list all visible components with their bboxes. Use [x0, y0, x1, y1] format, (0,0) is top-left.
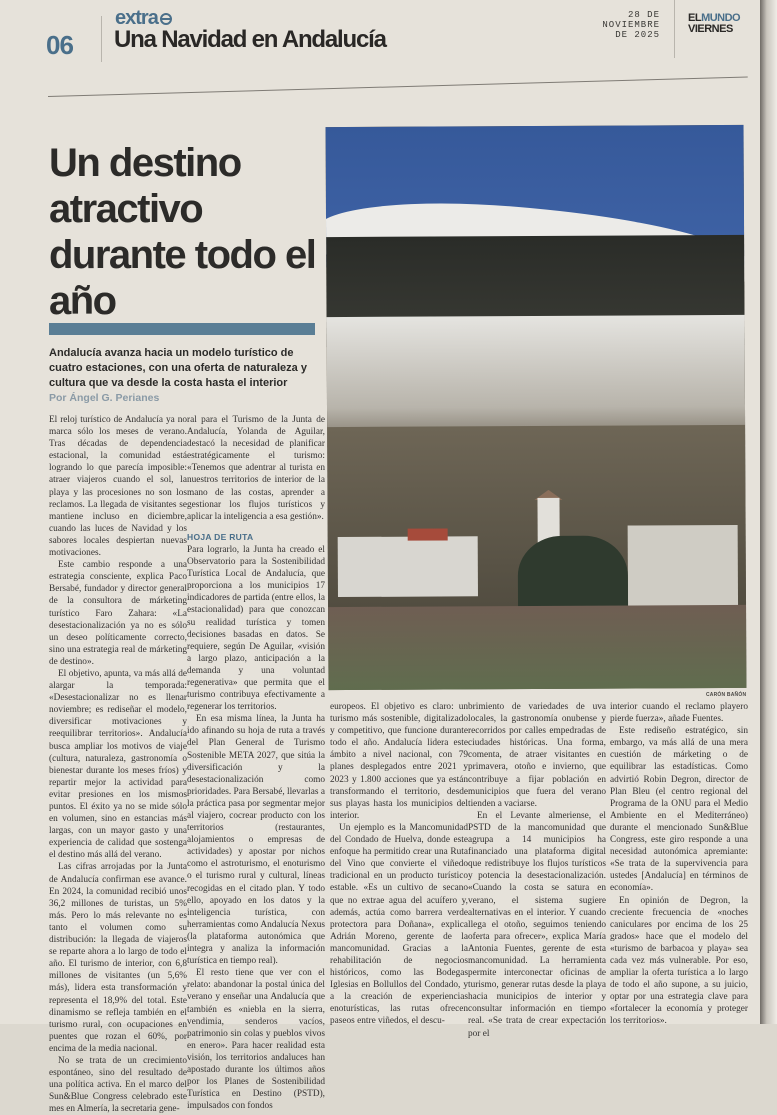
paragraph: Este cambio responde a una estrategia consciente, explica Paco Bersabé, fundador y director general de la consultora de márketing turístico Faro Zahara: «La desestacionalización ya no es sólo un deseo políticamente correcto, sino una estrategia real de márketing de destino». — [49, 560, 187, 667]
paragraph: Este rediseño estratégico, sin embargo, va más allá de una mera cuestión de márketing o de equilibrar las estadísticas. Como advirtió Robin Degron, director de Plan Bleu (el centro regional del Programa de la ONU para el Medio Ambiente en el Mediterráneo) durante el mencionado Sun&Blue Congress, este giro responde a una necesidad autonómica apremiante: «Se trata de la supervivencia para ustedes [Andalucía] en términos de economía». — [610, 726, 748, 894]
date-line-3: DE 2025 — [615, 30, 660, 40]
brand-el: EL — [688, 12, 702, 24]
paragraph: interior cuando el reclamo playero pierde fuerza», añade Fuentes. — [610, 702, 748, 725]
page-gutter — [760, 0, 777, 1024]
paragraph: El resto tiene que ver con el relato: abandonar la postal única del verano y enseñar una Andalucía que también es «niebla en la sierra, vendimia, senderos vacíos, patrimonio sin colas y pueblos vivos en enero». Para hacer realidad esta visión, los territorios andaluces han apostado durante los últimos años por los Planes de Sostenibilidad Turística en Destino (PSTD), impulsados con fondos — [187, 968, 325, 1112]
date-line-1: 28 DE — [627, 10, 660, 20]
paragraph: En el Levante almeriense, el PSTD de la mancomunidad que agrupa a 14 municipios ha financiado una plataforma digital que redistribuye los flujos turísticos y potencia la desestacionalización. «Cuando la costa se satura en verano, el sistema sugiere alternativas en el interior. Y cuando llega el otoño, seguimos teniendo oferta para ofrecer», explica María Antonia Fuentes, gerente de esta mancomunidad. La herramienta permite interconectar oficinas de turismo, generar rutas desde la playa hacia municipios de interior y consultar información en tiempo real. «Se trata de crear expectación por el — [468, 810, 606, 1039]
article-photo — [326, 125, 747, 690]
paragraph: En opinión de Degron, la creciente frecuencia de «noches caniculares por encima de los 25 grados» hace que el modelo del «turismo de barbacoa y playa» sea cada vez más vulnerable. Por eso, ampliar la oferta turística a lo largo de todo el año supone, a su juicio, optar por una estrategia clave para «fortalecer la economía y proteger los territorios». — [610, 895, 748, 1027]
text-column-2 — [187, 414, 325, 1112]
paragraph: Un ejemplo es la Mancomunidad del Condado de Huelva, donde este enfoque ha permitido crear una Ruta del Vino que convierte el viñedo tradicional en un producto turístico estable. «Es un cultivo de secano que no extrae agua del acuífero y, además, actúa como barrera verde protectora para Doñana», explica Adrián Moreno, gerente de la mancomunidad. Gracias a la rehabilitación de negocios históricos, como las Bodegas Iglesias en Bollullos del Condado, y a la creación de experiencias enoturísticas, las rutas ofrecen paseos entre viñedos, el descu- — [330, 822, 468, 1027]
masthead-logo — [688, 13, 740, 35]
globe-icon — [160, 13, 172, 25]
article-headline: Un destino atractivo durante todo el año — [49, 141, 316, 323]
photo-village-left — [338, 536, 478, 597]
brand-day: VIERNES — [688, 23, 733, 35]
issue-date — [590, 10, 660, 40]
page-header — [0, 0, 760, 62]
paragraph: El objetivo, apunta, va más allá de alargar la temporada: «Desestacionalizar no es llenar noviembre; es rediseñar el modelo, diversificar motivaciones y reequilibrar territorios». Andalucía busca ampliar los motivos de viaje (cultura, naturaleza, gastronomía o bienestar durante los meses fríos) y repartir mejor la actividad para evitar presiones en los mismos puntos. El éxito ya no se mide sólo en volumen, sino en estancias más largas, con un mayor gasto y una experiencia de calidad que sostenga el destino más allá del verano. — [49, 668, 187, 861]
photo-credit: CARÓN BAÑÓN — [706, 692, 747, 698]
photo-red-roof — [408, 528, 448, 540]
paragraph: En esa misma línea, la Junta ha ido afinando su hoja de ruta a través del Plan General de Turismo Sostenible META 2027, que sitúa la diversificación y la desestacionalización como prioridades. Para Bersabé, llevarlas a la práctica pasa por segmentar mejor al viajero, cocrear producto con los territorios (restaurantes, alojamientos o empresas de actividades) y apostar por nichos como el astroturismo, el enoturismo o el turismo rural y cultural, líneas recogidas en el citado plan. Y todo ello, apoyado en los datos y la inteligencia turística, con herramientas como Andalucía Nexus (la plataforma autonómica que integra y analiza la información turística en tiempo real). — [187, 714, 325, 967]
text-column-5 — [610, 701, 748, 1028]
paragraph: No se trata de un crecimiento espontáneo, sino del resultado de una política activa. En el marco del Sun&Blue Congress celebrado este mes en Almería, la secretaria gene- — [49, 1055, 187, 1115]
text-column-4 — [468, 701, 606, 1040]
supplement-name: extra — [115, 7, 158, 29]
header-divider-right — [674, 0, 675, 58]
text-column-1 — [49, 414, 187, 1115]
brand-mundo: MUNDO — [701, 12, 741, 24]
date-line-2: NOVIEMBRE — [602, 20, 660, 30]
section-title: Una Navidad en Andalucía — [114, 26, 386, 53]
accent-bar — [49, 323, 315, 335]
text-column-3 — [330, 701, 468, 1028]
paragraph: ral para el Turismo de la Junta de Andalucía, Yolanda de Aguilar, destacó la necesidad de planificar estratégicamente el turismo: «Tenemos que adentrar al turista en nuestros territorios de interior de la mano de las costas, aprender a gestionar los flujos turísticos y aplicar la inteligencia a esa gestión». — [187, 415, 325, 522]
paragraph: El reloj turístico de Andalucía ya no marca sólo los meses de verano. Tras décadas de dependencia estacional, la comunidad está logrando lo que parecía imposible: atraer viajeros cuando el sol, la playa y las procesiones no son los reclamos. La llegada de visitantes se mantiene incluso en diciembre, cuando las luces de Navidad y los sabores locales despiertan nuevas motivaciones. — [49, 415, 187, 559]
paragraph: brimiento de variedades de uva locales, la gastronomía onubense y recorridos por calles empedradas de ciudades históricas. Una forma, comenta, de atraer visitantes en primavera, otoño e invierno, que contribuye a fijar población en municipios que fuera del verano tienden a vaciarse. — [468, 702, 606, 809]
paragraph: Las cifras arrojadas por la Junta de Andalucía confirman ese avance. En 2024, la comunidad recibió unos 36,2 millones de turistas, un 5% más. Pero lo más relevante no es tanto el volumen como su distribución: la llegada de viajeros se reparte ahora a lo largo de todo el año. El turismo de interior, con 6,8 millones de visitantes (un 5,6% más), lidera esta transformación y representa el 18,9% del total. Este dinamismo se refleja también en el turismo rural, con ocupaciones en puentes que rozan el 60%, por encima de la media nacional. — [49, 862, 187, 1054]
photo-ground — [328, 605, 746, 690]
article-dek: Andalucía avanza hacia un modelo turístico de cuatro estaciones, con una oferta de naturaleza y cultura que va desde la costa hasta el interior — [49, 347, 307, 389]
subheading: HOJA DE RUTA — [187, 531, 254, 542]
page-number: 06 — [46, 30, 73, 60]
paragraph: europeos. El objetivo es claro: un turismo más sostenible, digitalizado y competitivo, que funcione durante todo el año. Andalucía lidera este ámbito a nivel nacional, con 79 planes desplegados entre 2021 y 2023 y 1.800 acciones que ya están transformando el territorio, desde sus playas hasta los municipios del interior. — [330, 702, 468, 821]
paragraph: Para lograrlo, la Junta ha creado el Observatorio para la Sostenibilidad Turística Local de Andalucía, que proporciona a los municipios 17 indicadores de partida (entre ellos, la estacionalidad) para que conozcan su realidad turística y tomen decisiones basadas en datos. Se requiere, según De Aguilar, «visión a largo plazo, anticipación a la demanda y una voluntad regenerativa» que permita que el turismo contribuya efectivamente a regenerar los territorios. — [187, 544, 325, 713]
header-rule — [48, 76, 748, 97]
header-divider — [101, 16, 102, 62]
article-byline: Por Ángel G. Perianes — [49, 392, 160, 404]
